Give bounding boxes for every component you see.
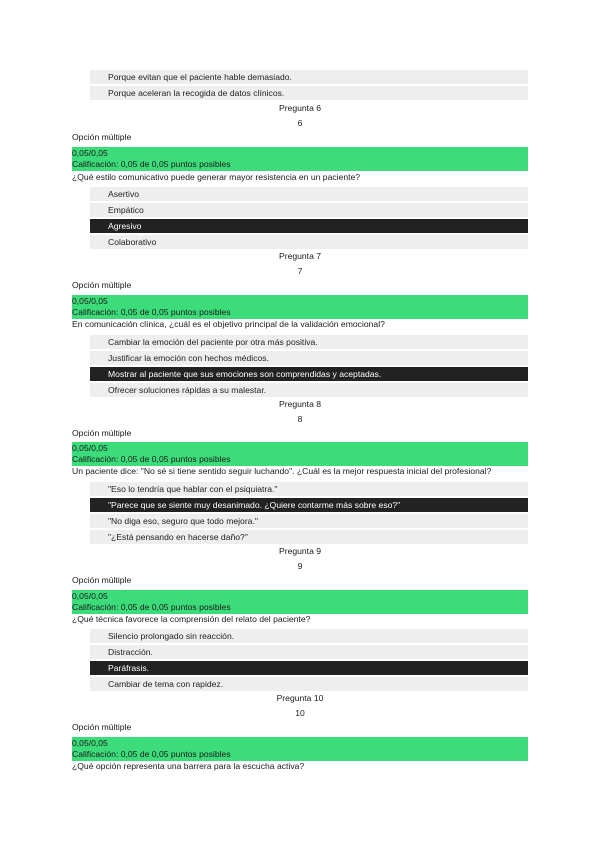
answer-option-selected[interactable]	[90, 661, 528, 675]
score-value: 0,05/0,05	[72, 443, 108, 453]
question-type: Opción múltiple	[72, 428, 132, 438]
option-label: Distracción.	[108, 647, 153, 657]
option-label: Silencio prolongado sin reacción.	[108, 631, 235, 641]
answer-option[interactable]	[90, 187, 528, 201]
grade-text: Calificación: 0,05 de 0,05 puntos posibles	[72, 602, 231, 612]
grade-text: Calificación: 0,05 de 0,05 puntos posibles	[72, 749, 231, 759]
question-number: 10	[295, 708, 305, 718]
score-bar	[72, 737, 528, 761]
score-bar	[72, 295, 528, 319]
option-label: "Eso lo tendría que hablar con el psiquiatra."	[108, 484, 278, 494]
question-text: ¿Qué opción representa una barrera para la escucha activa?	[72, 761, 305, 771]
answer-option[interactable]	[90, 629, 528, 643]
answer-option-selected[interactable]	[90, 367, 528, 381]
option-label: "No diga eso, seguro que todo mejora."	[108, 516, 258, 526]
score-value: 0,05/0,05	[72, 738, 108, 748]
answer-option[interactable]	[90, 86, 528, 100]
answer-option[interactable]	[90, 677, 528, 691]
answer-option[interactable]	[90, 482, 528, 496]
question-number: 8	[297, 414, 303, 424]
option-label: Colaborativo	[108, 237, 157, 247]
option-label: Mostrar al paciente que sus emociones son comprendidas y aceptadas.	[108, 369, 382, 379]
answer-option[interactable]	[90, 70, 528, 84]
option-label: Ofrecer soluciones rápidas a su malestar.	[108, 385, 267, 395]
option-label: Asertivo	[108, 189, 140, 199]
option-label: Cambiar de tema con rapidez.	[108, 679, 224, 689]
option-label: "Parece que se siente muy desanimado. ¿Quiere contarme más sobre eso?"	[108, 500, 401, 510]
score-value: 0,05/0,05	[72, 148, 108, 158]
answer-option[interactable]	[90, 383, 528, 397]
answer-option[interactable]	[90, 351, 528, 365]
option-label: Agresivo	[108, 221, 142, 231]
answer-option[interactable]	[90, 645, 528, 659]
answer-option[interactable]	[90, 235, 528, 249]
option-label: "¿Está pensando en hacerse daño?"	[108, 532, 248, 542]
option-label: Paráfrasis.	[108, 663, 150, 673]
score-value: 0,05/0,05	[72, 591, 108, 601]
answer-option-selected[interactable]	[90, 219, 528, 233]
question-text: ¿Qué técnica favorece la comprensión del relato del paciente?	[72, 614, 311, 624]
question-type: Opción múltiple	[72, 280, 132, 290]
question-heading: Pregunta 7	[278, 251, 322, 261]
answer-option-selected[interactable]	[90, 498, 528, 512]
option-label: Cambiar la emoción del paciente por otra más positiva.	[108, 337, 318, 347]
score-bar	[72, 590, 528, 614]
score-value: 0,05/0,05	[72, 296, 108, 306]
question-type: Opción múltiple	[72, 132, 132, 142]
answer-option[interactable]	[90, 514, 528, 528]
option-label: Porque evitan que el paciente hable demasiado.	[108, 72, 292, 82]
question-number: 9	[297, 561, 303, 571]
answer-option[interactable]	[90, 530, 528, 544]
option-label: Justificar la emoción con hechos médicos.	[108, 353, 269, 363]
question-text: ¿Qué estilo comunicativo puede generar mayor resistencia en un paciente?	[72, 172, 361, 182]
answer-option[interactable]	[90, 335, 528, 349]
option-label: Empático	[108, 205, 144, 215]
question-heading: Pregunta 9	[278, 546, 322, 556]
score-bar	[72, 147, 528, 171]
question-heading: Pregunta 8	[278, 399, 322, 409]
question-heading: Pregunta 6	[278, 103, 322, 113]
option-label: Porque aceleran la recogida de datos clínicos.	[108, 88, 285, 98]
question-text: Un paciente dice: "No sé si tiene sentido seguir luchando". ¿Cuál es la mejor respuesta inicial del profesional?	[72, 466, 492, 476]
grade-text: Calificación: 0,05 de 0,05 puntos posibles	[72, 307, 231, 317]
grade-text: Calificación: 0,05 de 0,05 puntos posibles	[72, 454, 231, 464]
question-type: Opción múltiple	[72, 722, 132, 732]
question-number: 6	[297, 118, 303, 128]
question-number: 7	[297, 266, 303, 276]
grade-text: Calificación: 0,05 de 0,05 puntos posibles	[72, 159, 231, 169]
question-heading: Pregunta 10	[276, 693, 324, 703]
score-bar	[72, 442, 528, 466]
question-text: En comunicación clínica, ¿cuál es el objetivo principal de la validación emocional?	[72, 319, 385, 329]
question-type: Opción múltiple	[72, 575, 132, 585]
answer-option[interactable]	[90, 203, 528, 217]
